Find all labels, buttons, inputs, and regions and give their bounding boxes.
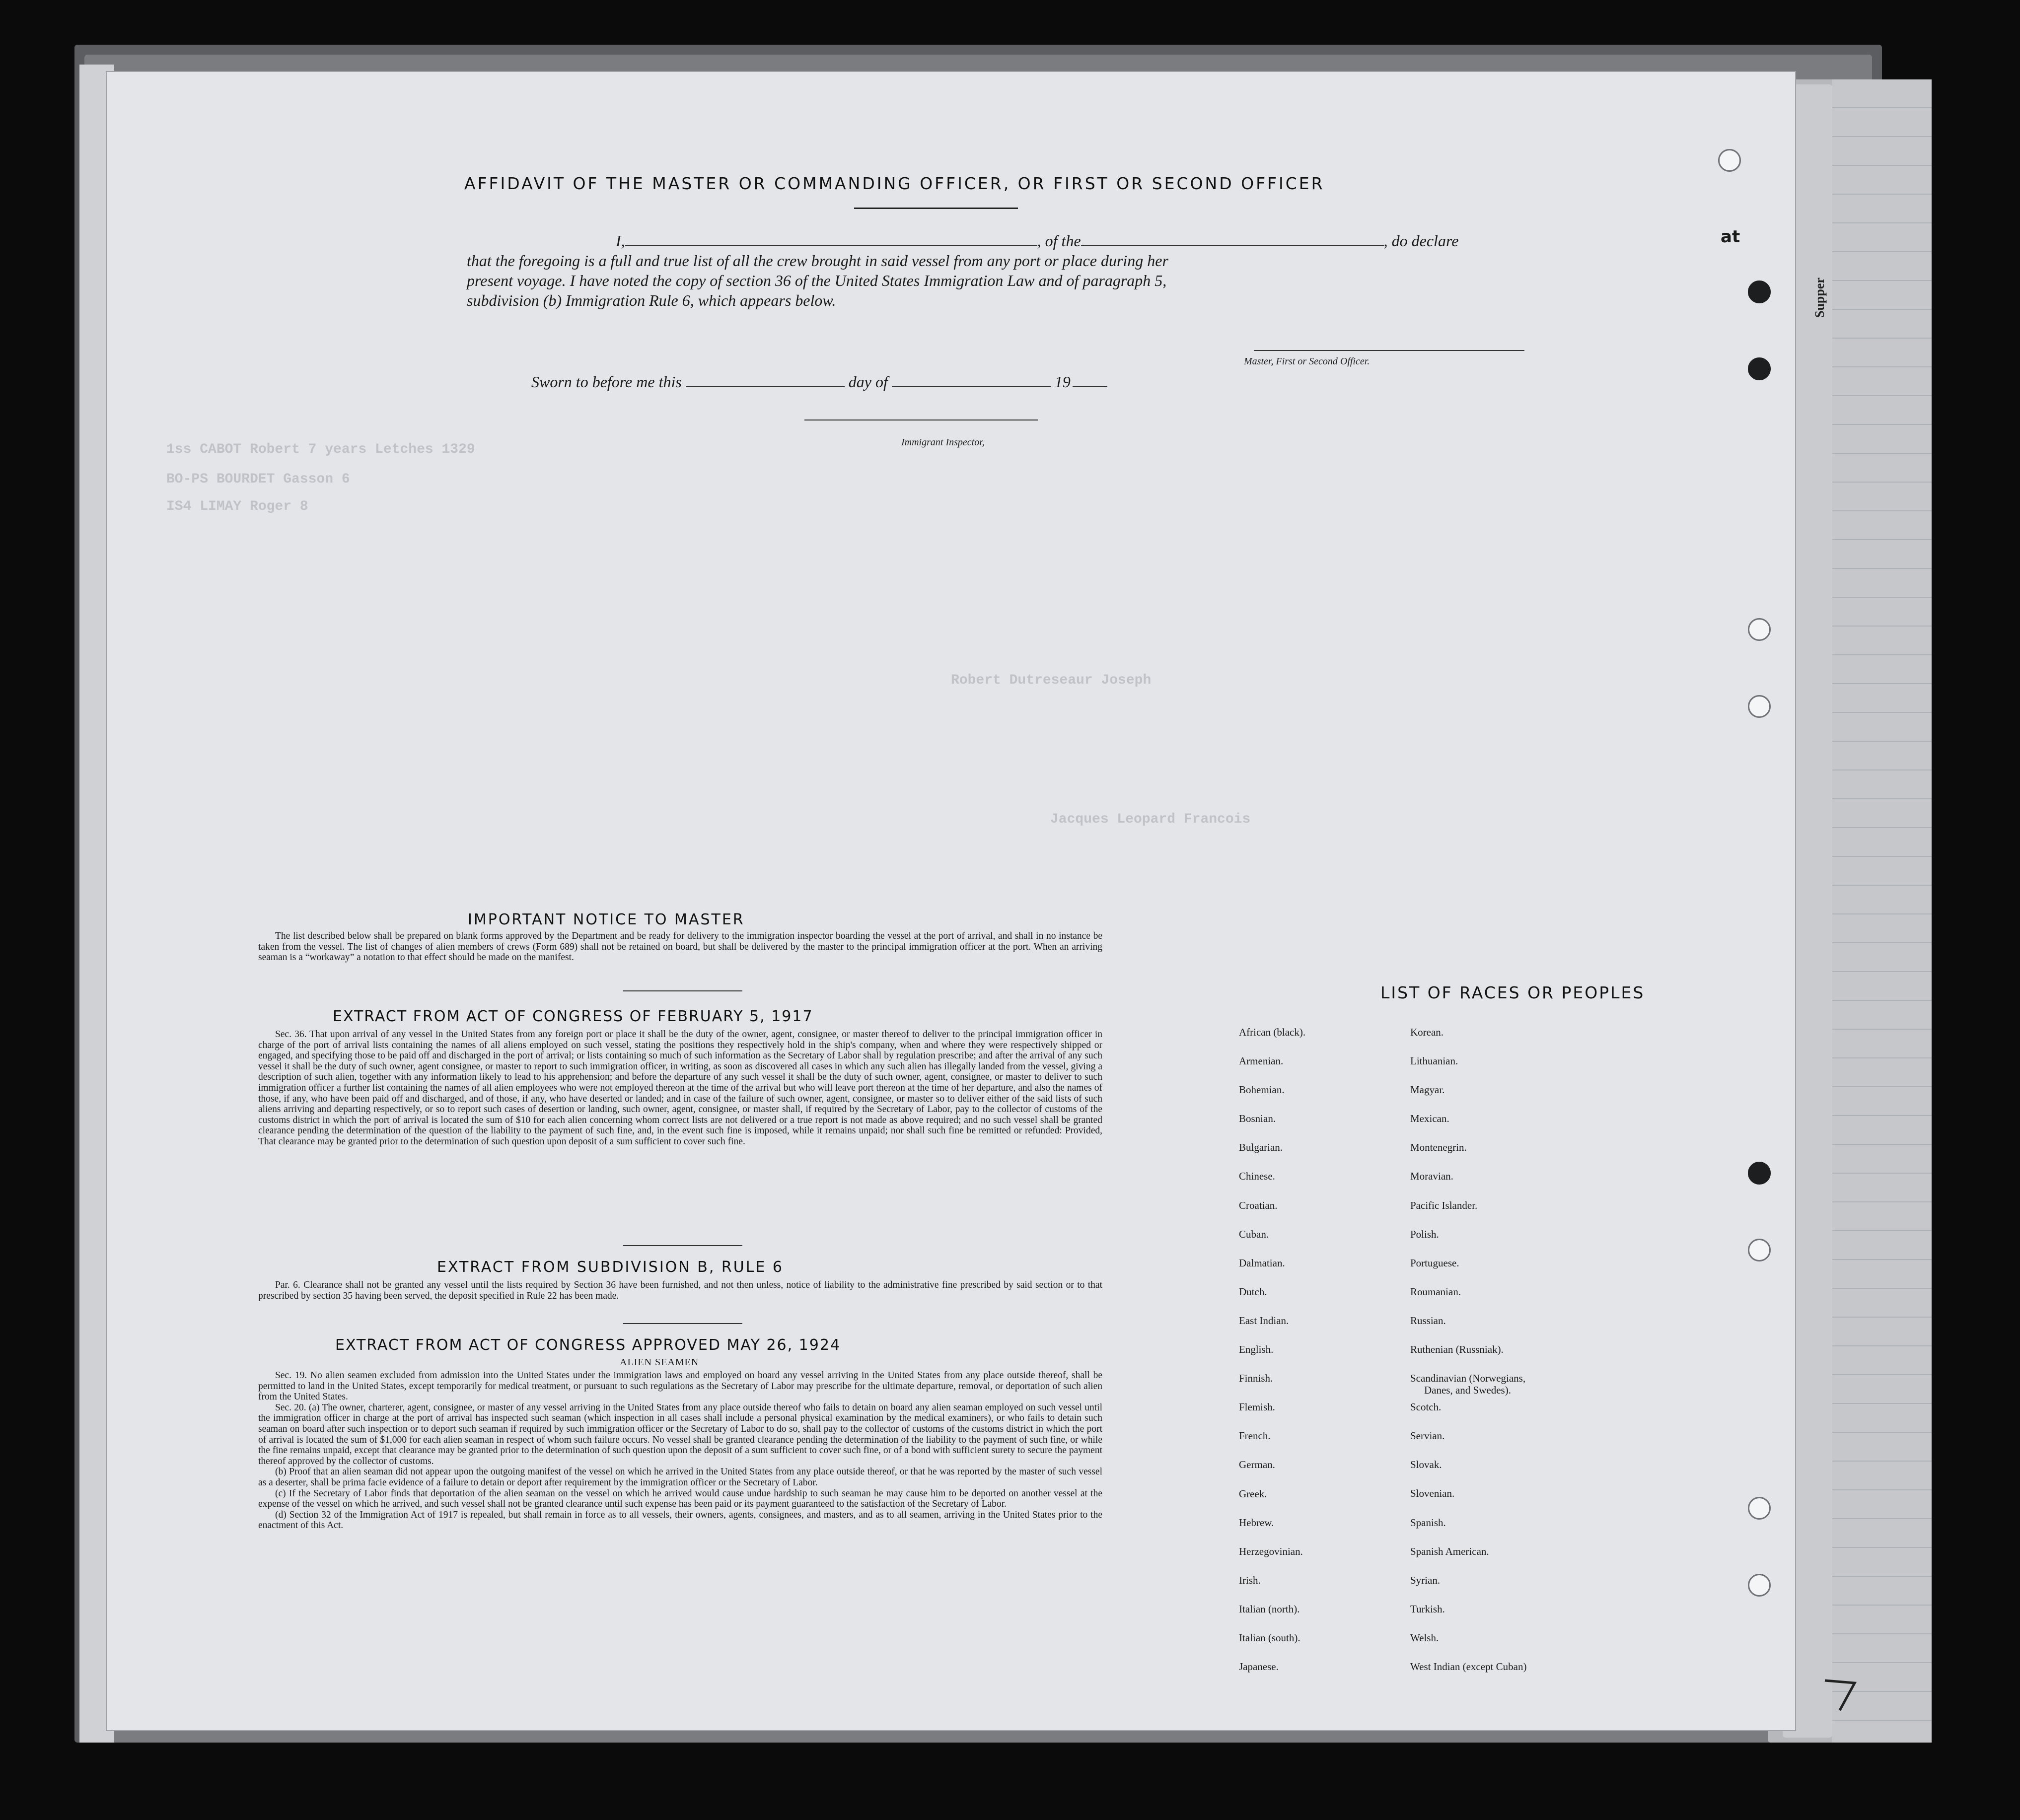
sworn-day-of: day of — [848, 373, 888, 391]
race-item: Mexican. — [1410, 1113, 1449, 1125]
binder-hole — [1748, 1239, 1771, 1261]
extract-1924-paragraph: (b) Proof that an alien seaman did not appear upon the outgoing manifest of the vessel on which he arrived in the United States from any place outside thereof, or that he was reported by the master of such vessel as a deserter, shall be prima facie evidence of a failure to detain or deport after requirement by the immigration officer or the Secretary of Labor. — [258, 1467, 1102, 1488]
race-item: Finnish. — [1239, 1372, 1273, 1385]
race-item: Herzegovinian. — [1239, 1545, 1303, 1557]
binder-hole — [1748, 280, 1771, 303]
race-item: Slovenian. — [1410, 1487, 1455, 1500]
document-page — [107, 72, 1795, 1730]
race-item: Italian (south). — [1239, 1631, 1300, 1644]
bleed-through-row: BO-PS BOURDET Gasson 6 — [166, 472, 350, 487]
race-item: Korean. — [1410, 1026, 1444, 1038]
affidavit-line-4: subdivision (b) Immigration Rule 6, which appears below. — [467, 291, 836, 309]
race-item: Montenegrin. — [1410, 1141, 1467, 1154]
officer-name-field[interactable] — [625, 231, 1037, 246]
race-item: Italian (north). — [1239, 1603, 1300, 1615]
race-item: African (black). — [1239, 1026, 1306, 1038]
race-item: French. — [1239, 1430, 1271, 1442]
races-left-column — [1239, 1026, 1305, 1689]
binder-hole — [1748, 695, 1771, 718]
race-item: Syrian. — [1410, 1574, 1441, 1586]
extract-1924-paragraph: (d) Section 32 of the Immigration Act of 1917 is repealed, but shall remain in force as to all vessels, their owners, agents, consignees, and masters, and as to all seamen, arriving in the United States prior to the enactment of this Act. — [258, 1509, 1102, 1531]
declarant-i: I, — [616, 232, 625, 250]
binder-hole — [1748, 1162, 1771, 1185]
race-item: Ruthenian (Russniak). — [1410, 1343, 1504, 1356]
race-item: Polish. — [1410, 1228, 1439, 1240]
section-divider — [623, 990, 742, 991]
race-item: Japanese. — [1239, 1661, 1279, 1673]
race-item: Roumanian. — [1410, 1285, 1461, 1298]
sworn-day-field[interactable] — [686, 372, 845, 387]
race-item: West Indian (except Cuban) — [1410, 1660, 1527, 1673]
binder-hole — [1748, 1497, 1771, 1520]
vessel-name-field[interactable] — [1081, 231, 1384, 246]
extract-rule6-title: EXTRACT FROM SUBDIVISION B, RULE 6 — [437, 1259, 784, 1276]
race-item: Bohemian. — [1239, 1084, 1285, 1096]
race-item: Portuguese. — [1410, 1257, 1459, 1269]
extract-1924-paragraph: Sec. 20. (a) The owner, charterer, agent, consignee, or master of any vessel arriving in the United States from any place outside thereof who fails to detain on board any alien seaman employed on such vessel until the immigration officer in charge at the port of arrival has inspected such seaman (which inspection in all cases shall include a personal physical examination by the medical examiners), or who fails to detain such seaman on board after such inspection or to deport such seaman if required by such immigration officer or the Secretary of Labor to do so, shall pay to the collector of customs of the customs district in which the port of arrival is located the sum of $1,000 for each alien seaman in respect of whom such failure occurs. No vessel shall be granted clearance pending the determination of the liability to the payment of such fine, or while the fine remains unpaid, except that clearance may be granted prior to the determination of such question upon the deposit of a sum sufficient to cover such fine, or of a bond with sufficient surety to secure the payment thereof approved by the collector of customs. — [258, 1402, 1102, 1467]
race-item: Magyar. — [1410, 1084, 1445, 1096]
binder-hole — [1748, 357, 1771, 380]
affidavit-line-3: present voyage. I have noted the copy of section 36 of the United States Immigration Law and of paragraph 5, — [467, 272, 1167, 289]
race-item: Slovak. — [1410, 1459, 1442, 1471]
race-item: Pacific Islander. — [1410, 1199, 1478, 1211]
extract-1917-title: EXTRACT FROM ACT OF CONGRESS OF FEBRUARY 5, 1917 — [333, 1008, 813, 1025]
bleed-through-row: Robert Dutreseaur Joseph — [951, 673, 1152, 688]
race-item: Lithuanian. — [1410, 1055, 1458, 1067]
sworn-line — [531, 372, 1107, 391]
races-title: LIST OF RACES OR PEOPLES — [1380, 983, 1645, 1002]
race-item: Moravian. — [1410, 1170, 1453, 1183]
extract-1924-paragraph: Sec. 19. No alien seamen excluded from admission into the United States under the immigration laws and employed on board any vessel arriving in the United States from any place outside thereof, shall be permitted to land in the United States, except temporarily for medical treatment, or pursuant to such regulations as the Secretary of Labor may prescribe for the ultimate departure, removal, or deportation of such alien from the United States. — [258, 1370, 1102, 1402]
inspector-caption: Immigrant Inspector, — [901, 437, 985, 448]
extract-1924-paragraph: (c) If the Secretary of Labor finds that deportation of the alien seaman on the vessel on which he arrived would cause undue hardship to such seaman he may cause him to be deported on another vessel at the expense of the vessel on which he arrived, and such vessel shall not be granted clearance until such expense has been paid or its payment guaranteed to the satisfaction of the Secretary of Labor. — [258, 1488, 1102, 1510]
extract-1924-text — [258, 1370, 1102, 1531]
master-signature-line[interactable] — [1254, 350, 1524, 351]
notice-title: IMPORTANT NOTICE TO MASTER — [468, 911, 745, 928]
race-item-line: Scandinavian (Norwegians, — [1410, 1372, 1526, 1385]
bleed-through-row: Jacques Leopard Francois — [1050, 812, 1251, 827]
section-divider — [623, 1245, 742, 1246]
race-item: Welsh. — [1410, 1631, 1439, 1644]
binder-hole — [1718, 149, 1741, 172]
race-item: Bulgarian. — [1239, 1141, 1283, 1154]
supper-label: Supper — [1812, 278, 1827, 318]
bleed-through-row: IS4 LIMAY Roger 8 — [166, 499, 308, 514]
extract-rule6-text — [258, 1280, 1102, 1301]
extract-1917-paragraph: Sec. 36. That upon arrival of any vessel in the United States from any foreign port or place it shall be the duty of the owner, agent, consignee, or master thereof to deliver to the principal immigration officer in charge of the port of arrival lists containing the names of all aliens employed on such vessel, stating the positions they respectively hold in the ship's company, when and where they were respectively shipped or engaged, and specifying those to be paid off and discharged in the port of arrival; or lists containing so much of such information as the Secretary of Labor shall by regulation prescribe; and after the arrival of any such vessel it shall be the duty of such owner, agent consignee, or master to report to such immigration officer, in writing, as soon as discovered all cases in which any such alien has illegally landed from the vessel, giving a description of such alien, together with any information likely to lead to his apprehension; and before the departure of any such vessel it shall be the duty of such owner, agent, consignee, or master to deliver to such immigration officer a further list containing the names of all alien employees who were not employed thereon at the time of the arrival but who will leave port thereon at the time of her departure, and also the names of those, if any, who have been paid off and discharged, and of those, if any, who have deserted or landed; and in case of the failure of such owner, agent, consignee, or master so to deliver either of the said lists of such aliens arriving and departing respectively, or so to report such cases of desertion or landing, such owner, agent, consignee, or master shall, if required by the Secretary of Labor, pay to the collector of customs of the customs district in which the port of arrival is located the sum of $10 for each alien concerning whom correct lists are not delivered or a true report is not made as above required; and no such vessel shall be granted clearance pending the determination of the question of the liability to the payment of such fine, and, in the event such fine is imposed, while it remains unpaid; nor shall such fine be remitted or refunded: Provided, That clearance may be granted prior to the determination of such question upon deposit of a sum sufficient to cover such fine. — [258, 1029, 1102, 1147]
race-item: East Indian. — [1239, 1314, 1289, 1327]
ruled-margin-strip — [1832, 79, 1932, 1743]
race-item: Servian. — [1410, 1430, 1445, 1442]
master-signature-caption: Master, First or Second Officer. — [1244, 356, 1370, 367]
sworn-month-field[interactable] — [892, 372, 1051, 387]
affidavit-line-2: that the foregoing is a full and true list of all the crew brought in said vessel from any port or place during her — [467, 252, 1168, 270]
race-item: German. — [1239, 1459, 1275, 1471]
margin-at-label: at — [1721, 227, 1740, 247]
title-underline — [854, 208, 1018, 209]
sworn-year: 19 — [1054, 373, 1071, 391]
race-item-line: Danes, and Swedes). — [1424, 1384, 1511, 1397]
binder-hole — [1748, 618, 1771, 641]
do-declare-text: , do declare — [1383, 232, 1459, 250]
race-item: Irish. — [1239, 1574, 1261, 1586]
race-item: Croatian. — [1239, 1199, 1278, 1211]
sworn-prefix: Sworn to before me this — [531, 373, 682, 391]
race-item: Russian. — [1410, 1314, 1446, 1327]
races-right-column — [1410, 1026, 1526, 1689]
race-item: Chinese. — [1239, 1170, 1275, 1183]
race-item: Armenian. — [1239, 1055, 1284, 1067]
affidavit-line-1 — [467, 231, 1515, 251]
handwritten-mark — [1820, 1671, 1870, 1715]
bleed-through-row: 1ss CABOT Robert 7 years Letches 1329 — [166, 442, 475, 457]
extract-rule6-paragraph: Par. 6. Clearance shall not be granted any vessel until the lists required by Section 36 have been furnished, and not then unless, notice of liability to the administrative fine prescribed by said section or to that prescribed by section 35 having been served, the deposit specified in Rule 22 has been made. — [258, 1280, 1102, 1301]
race-item: Bosnian. — [1239, 1113, 1276, 1125]
extract-1917-text — [258, 1029, 1102, 1147]
race-item: Hebrew. — [1239, 1516, 1274, 1529]
section-divider — [623, 1323, 742, 1324]
binder-hole — [1748, 1574, 1771, 1597]
race-item: Spanish. — [1410, 1516, 1446, 1529]
of-the-text: , of the — [1037, 232, 1081, 250]
race-item: Turkish. — [1410, 1603, 1445, 1615]
race-item: Greek. — [1239, 1487, 1267, 1500]
extract-1924-title: EXTRACT FROM ACT OF CONGRESS APPROVED MAY 26, 1924 — [335, 1336, 841, 1354]
notice-paragraph: The list described below shall be prepared on blank forms approved by the Department and be ready for delivery to the immigration inspector boarding the vessel at the port of arrival, and shall in no instance be taken from the vessel. The list of changes of alien members of crews (Form 689) shall not be retained on board, but shall be delivered by the master to the principal immigration officer at the port. When an arriving seaman is a “workaway” a notation to that effect should be made on the manifest. — [258, 931, 1102, 963]
race-item: Scotch. — [1410, 1401, 1442, 1413]
race-item: English. — [1239, 1343, 1274, 1356]
race-item: Spanish American. — [1410, 1545, 1489, 1557]
sworn-year-field[interactable] — [1073, 372, 1107, 387]
notice-text — [258, 931, 1102, 963]
race-item: Flemish. — [1239, 1401, 1275, 1413]
race-item: Dalmatian. — [1239, 1257, 1285, 1269]
race-item: Dutch. — [1239, 1285, 1267, 1298]
race-item: Cuban. — [1239, 1228, 1269, 1240]
affidavit-body — [467, 231, 1515, 310]
alien-seamen-subtitle: ALIEN SEAMEN — [620, 1357, 699, 1368]
race-item-multiline — [1410, 1372, 1526, 1401]
affidavit-title: AFFIDAVIT OF THE MASTER OR COMMANDING OFFICER, OR FIRST OR SECOND OFFICER — [464, 174, 1325, 193]
